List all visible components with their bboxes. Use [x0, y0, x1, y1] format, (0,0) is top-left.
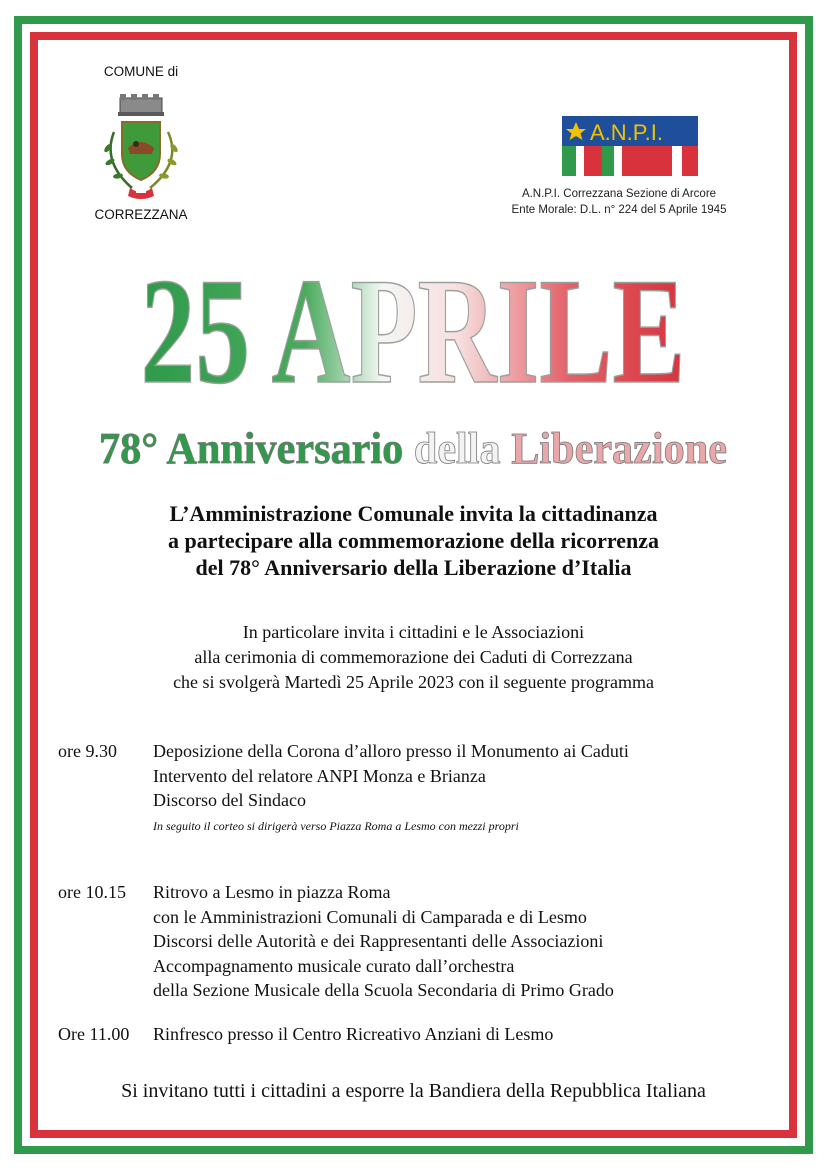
subtitle-white: della — [413, 424, 505, 473]
program-note: In seguito il corteo si dirigerà verso Piazza Roma a Lesmo con mezzi propri — [153, 818, 519, 833]
comune-name: CORREZZANA — [94, 207, 188, 222]
invitation-details — [40, 620, 787, 695]
invitation-line: a partecipare alla commemorazione della ricorrenza — [168, 528, 659, 553]
comune-label: COMUNE di — [103, 64, 179, 79]
program-line: Intervento del relatore ANPI Monza e Brianza — [153, 765, 486, 786]
program-time: Ore 11.00 — [58, 1024, 130, 1044]
closing-line: Si invitano tutti i cittadini a esporre la Bandiera della Repubblica Italiana — [121, 1080, 706, 1102]
svg-text:78° Anniversario della — [99, 424, 737, 473]
anpi-ente-morale: Ente Morale: D.L. n° 224 del 5 Aprile 1945 — [511, 204, 727, 216]
details-line: alla cerimonia di commemorazione dei Caduti di Correzzana — [194, 647, 633, 667]
comune-crest-icon — [92, 92, 190, 212]
invitation-line: del 78° Anniversario della Liberazione d’Italia — [195, 555, 632, 580]
anpi-logo-text: A.N.P.I. — [590, 120, 663, 145]
anpi-section: A.N.P.I. Correzzana Sezione di Arcore — [521, 188, 717, 200]
details-line: In particolare invita i cittadini e le Associazioni — [242, 622, 585, 642]
program-line: Deposizione della Corona d’alloro presso il Monumento ai Caduti — [153, 741, 629, 761]
program-line: Accompagnamento musicale curato dall’orchestra — [153, 955, 515, 976]
subtitle-red: Liberazione — [511, 424, 737, 473]
invitation-bold — [40, 500, 787, 581]
details-line: che si svolgerà Martedì 25 Aprile 2023 con il seguente programma — [173, 672, 654, 692]
program-line: Rinfresco presso il Centro Ricreativo Anziani di Lesmo — [153, 1024, 554, 1044]
program-line: Discorso del Sindaco — [153, 790, 306, 810]
anpi-logo-icon — [562, 116, 698, 176]
subtitle — [0, 415, 827, 475]
program-line: Ritrovo a Lesmo in piazza Roma — [153, 882, 391, 902]
program-line: con le Amministrazioni Comunali di Camparada e di Lesmo — [153, 906, 587, 927]
invitation-line: L’Amministrazione Comunale invita la cittadinanza — [169, 501, 658, 526]
subtitle-green: 78° Anniversario — [99, 424, 417, 473]
program-time: ore 9.30 — [58, 741, 117, 761]
title-text: 25 APRILE — [140, 250, 686, 400]
program-time: ore 10.15 — [58, 882, 126, 902]
anpi-details — [490, 186, 748, 218]
program-line: Discorsi delle Autorità e dei Rappresentanti delle Associazioni — [153, 931, 604, 951]
main-title — [0, 250, 827, 400]
program-line: della Sezione Musicale della Scuola Secondaria di Primo Grado — [153, 980, 614, 1000]
